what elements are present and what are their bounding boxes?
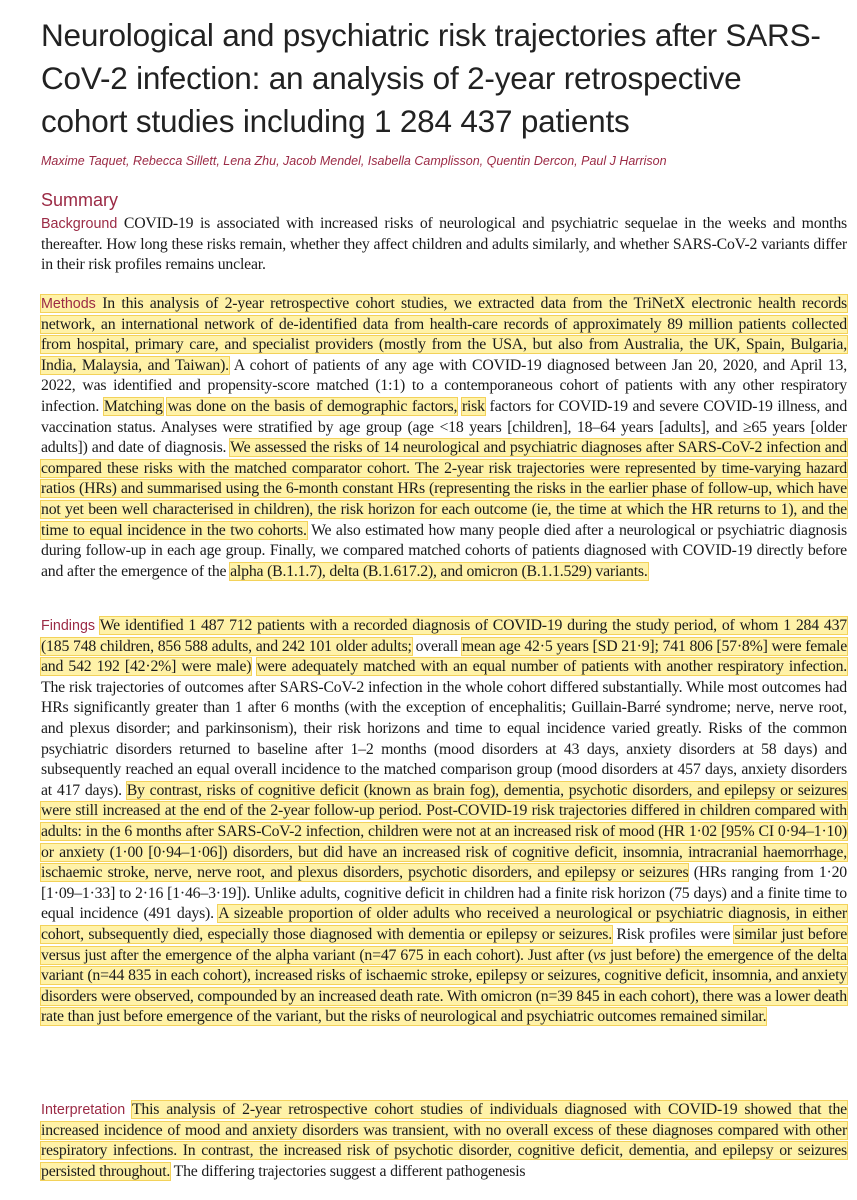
highlight: This analysis of 2-year retrospective cohort studies of individuals diagnosed with COVID-19 showed that the increased incidence of mood and anxiety disorders was transient, with no overall excess of these diagnoses compared with other respiratory infections. In contrast, the increased risk of psychotic disorder, cognitive deficit, dementia, and epilepsy or seizures persisted throughout. <box>41 1101 847 1180</box>
findings-label: Findings <box>41 618 96 634</box>
findings-text: vs <box>592 946 606 964</box>
methods-sentence-1: In this analysis of 2-year retrospective cohort studies, we extracted data from the TriNetX electronic health records network, an international network of de-identified data from health-care records of approximately 89 million patients collected from hospital, primary care, and specialist providers (mostly from the USA, but also from Australia, the UK, Spain, Bulgaria, India, Malaysia, and Taiwan). <box>41 295 847 374</box>
highlight: was done on the basis of demographic factors, <box>167 397 458 415</box>
highlight: mean age 42·5 years [SD 21·9]; 741 806 [57·8%] were female and 542 192 [42·2%] were male) <box>41 637 848 676</box>
methods-sentence-3: factors for COVID-19 and severe COVID-19 illness, and vaccination status. Analyses were stratified by age group (age <18 years [children], 18–64 years [adults], and ≥65 years [older adults]) and date of diagnosis. <box>41 397 848 457</box>
background-text: COVID-19 is associated with increased risks of neurological and psychiatric sequelae in the weeks and months thereafter. How long these risks remain, whether they affect children and adults similarly, and whether SARS-CoV-2 variants differ in their risk profiles remains unclear. <box>41 215 847 274</box>
findings-text: similar just before versus just after the emergence of the alpha variant (n=47 675 in each cohort). Just after ( <box>41 925 848 964</box>
highlight: We assessed the risks of 14 neurological and psychiatric diagnoses after SARS-CoV-2 infection and compared these risks with the matched comparator cohort. The 2-year risk trajectories were represented by time-varying hazard ratios (HRs) and summarised using the 6-month constant HRs (representing the risks in the earlier phase of follow-up, which have not yet been well characterised in children), the risk horizon for each outcome (ie, the time at which the HR returns to 1), and the time to equal incidence in the two cohorts. <box>41 439 848 539</box>
background-section <box>41 214 847 276</box>
interpretation-text: The differing trajectories suggest a different pathogenesis <box>173 1162 526 1180</box>
findings-text: Risk profiles were <box>616 925 731 943</box>
highlight: were adequately matched with an equal number of patients with another respiratory infection. <box>256 658 848 676</box>
findings-text: (HRs ranging from 1·20 [1·09–1·33] to 2·16 [1·46–3·19]). Unlike adults, cognitive deficit in children had a finite risk horizon (75 days) and a finite time to equal incidence (491 days). <box>41 864 848 923</box>
findings-section <box>41 616 847 1028</box>
findings-text: overall <box>415 637 459 655</box>
highlight: By contrast, risks of cognitive deficit (known as brain fog), dementia, psychotic disorders, and epilepsy or seizures were still increased at the end of the 2-year follow-up period. Post-COVID-19 risk trajectories differed in children compared with adults: in the 6 months after SARS-CoV-2 infection, children were not at an increased risk of mood (HR 1·02 [95% CI 0·94–1·10) or anxiety (1·00 [0·94–1·06]) disorders, but did have an increased risk of cognitive deficit, insomnia, intracranial haemorrhage, ischaemic stroke, nerve, nerve root, and plexus disorders, psychotic disorders, and epilepsy or seizures <box>41 781 848 882</box>
methods-sentence-5: We also estimated how many people died after a neurological or psychiatric diagnosis during follow-up in each age group. Finally, we compared matched cohorts of patients diagnosed with COVID-19 directly before and after the emergence of the <box>41 521 848 580</box>
methods-label: Methods <box>41 296 96 312</box>
highlight: risk <box>461 397 485 415</box>
highlight: Matching <box>103 397 163 415</box>
methods-sentence-2: A cohort of patients of any age with COVID-19 diagnosed between Jan 20, 2020, and April 13, 2022, was identified and propensity-score matched (1:1) to a contemporaneous cohort of patients with any other respiratory infection. <box>41 356 847 415</box>
highlight: alpha (B.1.1.7), delta (B.1.617.2), and omicron (B.1.1.529) variants. <box>230 562 648 580</box>
background-label: Background <box>41 216 118 232</box>
methods-section <box>41 294 847 582</box>
interpretation-label: Interpretation <box>41 1102 126 1118</box>
summary-heading: Summary <box>41 190 119 210</box>
findings-text: just before) the emergence of the delta variant (n=44 835 in each cohort), increased risks of ischaemic stroke, epilepsy or seizures, cognitive deficit, insomnia, and anxiety disorders were observed, compounded by an increased death rate. With omicron (n=39 845 in each cohort), there was a lower death rate than just before emergence of the variant, but the risks of neurological and psychiatric outcomes remained similar. <box>41 946 847 1026</box>
author-list: Maxime Taquet, Rebecca Sillett, Lena Zhu, Jacob Mendel, Isabella Camplisson, Quentin Dercon, Paul J Harrison <box>41 154 667 168</box>
highlight: A sizeable proportion of older adults who received a neurological or psychiatric diagnosis, in either cohort, subsequently died, especially those diagnosed with dementia or epilepsy or seizures. <box>41 905 847 943</box>
interpretation-section <box>41 1100 847 1182</box>
findings-text: The risk trajectories of outcomes after SARS-CoV-2 infection in the whole cohort differed substantially. While most outcomes had HRs significantly greater than 1 after 6 months (with the exception of encephalitis; Guillain-Barré syndrome; nerve, nerve root, and plexus disorder; and parkinsonism), their risk horizons and time to equal incidence varied greatly. Risks of the common psychiatric disorders returned to baseline after 1–2 months (mood disorders at 43 days, anxiety disorders at 58 days) and subsequently reached an equal overall incidence to the matched comparison group (mood disorders at 457 days, anxiety disorders at 417 days). <box>41 678 847 799</box>
highlight: We identified 1 487 712 patients with a recorded diagnosis of COVID-19 during the study period, of whom 1 284 437 (185 748 children, 856 588 adults, and 242 101 older adults; <box>41 617 847 655</box>
article-title: Neurological and psychiatric risk trajectories after SARS-CoV-2 infection: an analysis of 2-year retrospective cohort studies including 1 284 437 patients <box>41 17 821 139</box>
